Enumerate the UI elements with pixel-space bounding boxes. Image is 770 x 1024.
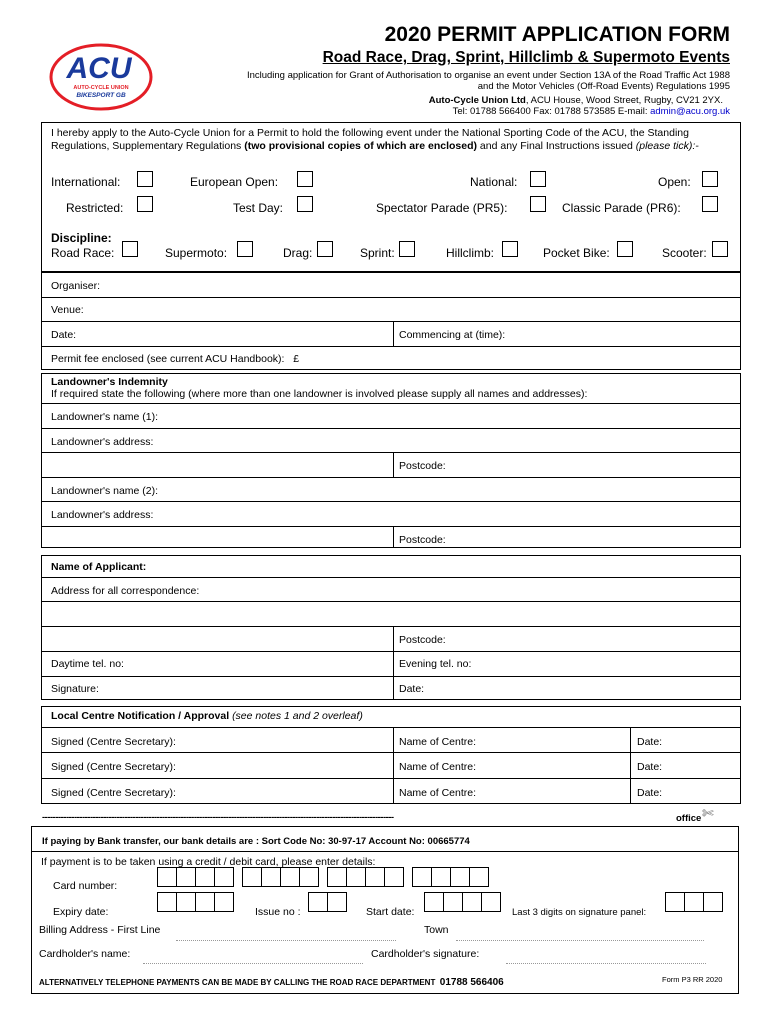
landowner-name-1-field[interactable]: Landowner's name (1):: [51, 411, 159, 423]
checkbox-classic-parade[interactable]: [702, 196, 718, 212]
checkbox-international[interactable]: [137, 171, 153, 187]
correspondence-address-field[interactable]: Address for all correspondence:: [51, 585, 200, 597]
office-label: office: [676, 813, 702, 824]
expiry-boxes[interactable]: [157, 892, 237, 914]
legal-line-1: Including application for Grant of Authorisation to organise an event under Section 13A of the Road Traffic Act 1988: [246, 70, 730, 81]
organisation-street: , ACU House, Wood Street, Rugby, CV21 2YX.: [525, 95, 723, 106]
issue-no-boxes[interactable]: [308, 892, 350, 914]
billing-address-field[interactable]: Billing Address - First Line: [39, 924, 161, 936]
checkbox-hillclimb[interactable]: [502, 241, 518, 257]
label-scooter: Scooter:: [662, 246, 707, 260]
label-hillclimb: Hillclimb:: [446, 246, 494, 260]
form-reference: Form P3 RR 2020: [662, 975, 723, 984]
label-national: National:: [470, 175, 518, 189]
label-classic-parade: Classic Parade (PR6):: [562, 201, 681, 215]
applicant-date-field[interactable]: Date:: [399, 683, 425, 695]
page-title: 2020 PERMIT APPLICATION FORM: [384, 23, 730, 46]
checkbox-national[interactable]: [530, 171, 546, 187]
checkbox-spectator-parade[interactable]: [530, 196, 546, 212]
acu-logo: [48, 42, 154, 112]
logo-sub-text-2: BIKESPORT GB: [76, 92, 126, 99]
venue-field[interactable]: Venue:: [51, 304, 84, 316]
landowner-heading: Landowner's Indemnity: [51, 376, 168, 388]
centre-date-2[interactable]: Date:: [637, 761, 663, 773]
label-sprint: Sprint:: [360, 246, 395, 260]
permit-fee-field[interactable]: Permit fee enclosed (see current ACU Handbook): £: [51, 353, 300, 365]
cardholder-name-field[interactable]: Cardholder's name:: [39, 948, 131, 960]
organiser-field[interactable]: Organiser:: [51, 280, 101, 292]
label-restricted: Restricted:: [66, 201, 124, 215]
label-road-race: Road Race:: [51, 246, 115, 260]
start-date-label: Start date:: [366, 906, 415, 918]
landowner-postcode-2-field[interactable]: Postcode:: [399, 534, 446, 546]
local-centre-heading: Local Centre Notification / Approval (see notes 1 and 2 overleaf): [51, 710, 363, 722]
intro-text: I hereby apply to the Auto-Cycle Union for a Permit to hold the following event under the National Sporting Code of the ACU, the Standing Regulations, Supplementary Regulations (two provisional copies of which are enclosed) and any Final Instructions issued (please tick):-: [51, 127, 699, 152]
evening-tel-field[interactable]: Evening tel. no:: [399, 658, 472, 670]
logo-main-text: ACU: [66, 52, 132, 85]
centre-name-2[interactable]: Name of Centre:: [399, 761, 477, 773]
checkbox-drag[interactable]: [317, 241, 333, 257]
discipline-heading: Discipline:: [51, 231, 112, 245]
logo-sub-text-1: AUTO-CYCLE UNION: [73, 85, 129, 91]
card-number-label: Card number:: [53, 880, 118, 892]
landowner-name-2-field[interactable]: Landowner's name (2):: [51, 485, 159, 497]
issue-no-label: Issue no :: [255, 906, 301, 918]
organisation-address: [150, 95, 723, 106]
cardholder-signature-field[interactable]: Cardholder's signature:: [371, 948, 480, 960]
card-intro: If payment is to be taken using a credit / debit card, please enter details:: [41, 856, 376, 868]
label-pocket-bike: Pocket Bike:: [543, 246, 610, 260]
label-test-day: Test Day:: [233, 201, 284, 215]
checkbox-test-day[interactable]: [297, 196, 313, 212]
label-open: Open:: [658, 175, 691, 189]
commencing-time-field[interactable]: Commencing at (time):: [399, 329, 506, 341]
email-link[interactable]: admin@acu.org.uk: [650, 106, 730, 117]
centre-date-1[interactable]: Date:: [637, 736, 663, 748]
centre-date-3[interactable]: Date:: [637, 787, 663, 799]
card-number-boxes[interactable]: [157, 867, 642, 889]
label-drag: Drag:: [283, 246, 313, 260]
label-spectator-parade: Spectator Parade (PR5):: [376, 201, 508, 215]
last-3-digits-boxes[interactable]: [665, 892, 726, 914]
checkbox-pocket-bike[interactable]: [617, 241, 633, 257]
label-international: International:: [51, 175, 121, 189]
cut-line: ------------------------------------------------------------------------------------------------------------------------------------: [42, 812, 394, 823]
town-field[interactable]: Town: [424, 924, 449, 936]
expiry-label: Expiry date:: [53, 906, 109, 918]
organisation-name: Auto-Cycle Union Ltd: [428, 95, 526, 106]
scissors-icon: ✄: [702, 805, 714, 821]
checkbox-supermoto[interactable]: [237, 241, 253, 257]
contact-line: [150, 106, 730, 117]
centre-name-3[interactable]: Name of Centre:: [399, 787, 477, 799]
bank-details: If paying by Bank transfer, our bank details are : Sort Code No: 30-97-17 Account No: 00665774: [42, 836, 470, 847]
applicant-postcode-field[interactable]: Postcode:: [399, 634, 446, 646]
centre-signed-1[interactable]: Signed (Centre Secretary):: [51, 736, 176, 748]
telephone-payment-note: ALTERNATIVELY TELEPHONE PAYMENTS CAN BE MADE BY CALLING THE ROAD RACE DEPARTMENT 01788 566406: [39, 977, 504, 988]
label-european-open: European Open:: [190, 175, 279, 189]
landowner-postcode-1-field[interactable]: Postcode:: [399, 460, 446, 472]
checkbox-restricted[interactable]: [137, 196, 153, 212]
checkbox-european-open[interactable]: [297, 171, 313, 187]
landowner-note: If required state the following (where more than one landowner is involved please supply all names and addresses):: [51, 388, 588, 400]
last-3-digits-label: Last 3 digits on signature panel:: [512, 907, 647, 918]
applicant-signature-field[interactable]: Signature:: [51, 683, 99, 695]
applicant-name-field[interactable]: Name of Applicant:: [51, 561, 147, 573]
centre-signed-3[interactable]: Signed (Centre Secretary):: [51, 787, 176, 799]
checkbox-open[interactable]: [702, 171, 718, 187]
checkbox-scooter[interactable]: [712, 241, 728, 257]
legal-line-2: and the Motor Vehicles (Off-Road Events) Regulations 1995: [477, 81, 730, 92]
page-subtitle: Road Race, Drag, Sprint, Hillclimb & Supermoto Events: [322, 49, 730, 66]
checkbox-sprint[interactable]: [399, 241, 415, 257]
centre-signed-2[interactable]: Signed (Centre Secretary):: [51, 761, 176, 773]
label-supermoto: Supermoto:: [165, 246, 228, 260]
contact-numbers: Tel: 01788 566400 Fax: 01788 573585 E-mail:: [452, 106, 648, 117]
checkbox-road-race[interactable]: [122, 241, 138, 257]
daytime-tel-field[interactable]: Daytime tel. no:: [51, 658, 124, 670]
centre-name-1[interactable]: Name of Centre:: [399, 736, 477, 748]
start-date-boxes[interactable]: [424, 892, 504, 914]
landowner-address-2-field[interactable]: Landowner's address:: [51, 509, 154, 521]
landowner-address-1-field[interactable]: Landowner's address:: [51, 436, 154, 448]
date-field[interactable]: Date:: [51, 329, 77, 341]
